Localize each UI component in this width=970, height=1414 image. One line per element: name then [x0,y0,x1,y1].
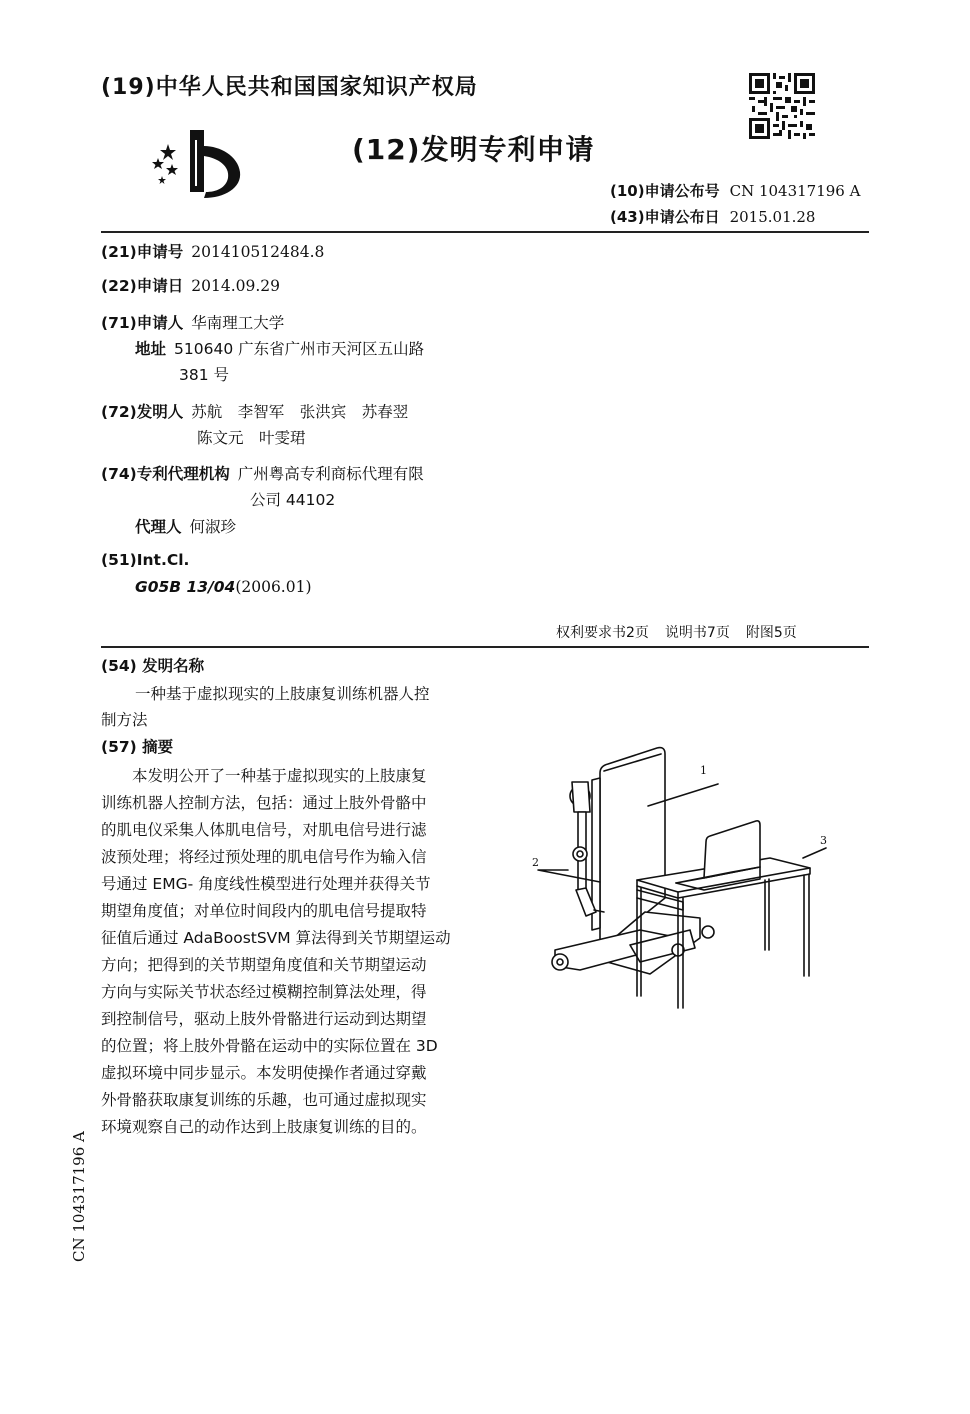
abstract-line: 虚拟环境中同步显示。本发明使操作者通过穿戴 [101,1064,427,1082]
abstract-heading [101,735,173,757]
field-code: (51) [101,551,137,569]
application-number-row [101,240,324,262]
field-code: (22) [101,277,137,295]
abstract-line: 征值后通过 AdaBoostSVM 算法得到关节期望运动 [101,929,451,947]
abstract-line: 方向与实际关节状态经过模糊控制算法处理，得 [101,983,427,1001]
inventors-row [101,400,408,422]
ipc-version: (2006.01) [235,578,312,596]
field-label: 发明人 [136,403,184,421]
figure-label-1: 1 [700,764,707,777]
field-label: 申请人 [136,314,184,332]
abstract-line: 期望角度值；对单位时间段内的肌电信号提取特 [101,902,427,920]
invention-title-line2: 制方法 [101,711,148,729]
applicant-row [101,311,284,333]
description-pages: 说明书7页 [664,625,730,641]
publication-number-row [610,180,860,201]
application-number: 201410512484.8 [191,243,325,261]
field-code: (57) [101,738,137,756]
abstract-line: 外骨骼获取康复训练的乐趣，也可通过虚拟现实 [101,1091,427,1109]
claims-pages: 权利要求书2页 [556,625,649,641]
title-heading [101,654,204,676]
drawing-pages: 附图5页 [745,625,797,641]
field-label: 代理人 [135,518,182,536]
field-code: (72) [101,403,137,421]
application-date: 2014.09.29 [191,277,281,295]
figure-label-2: 2 [532,856,539,869]
address-line1: 510640 广东省广州市天河区五山路 [174,340,425,358]
address-row [135,337,424,359]
publication-number: CN 104317196 A [729,182,861,200]
section-rule [101,646,869,648]
figure-label-3: 3 [820,834,827,847]
abstract-line: 号通过 EMG- 角度线性模型进行处理并获得关节 [101,875,431,893]
ipc-class: G05B 13/04 [135,578,236,596]
qr-code [749,73,815,139]
cnipa-logo [146,126,246,200]
field-code: (74) [101,465,137,483]
agency-row [101,462,424,484]
agency-line1: 广州粤高专利商标代理有限 [237,465,424,483]
field-code: (71) [101,314,137,332]
applicant-name: 华南理工大学 [191,314,285,332]
abstract-line: 波预处理；将经过预处理的肌电信号作为输入信 [101,848,427,866]
field-label: 地址 [135,340,167,358]
ipc-class-row [135,578,312,596]
abstract-line: 的位置；将上肢外骨骼在运动中的实际位置在 3D [101,1037,438,1055]
abstract-line: 训练机器人控制方法，包括：通过上肢外骨骼中 [101,794,427,812]
publication-date-label: (43)申请公布日 [610,208,720,226]
field-label: 专利代理机构 [136,465,230,483]
field-code: (21) [101,243,137,261]
publication-date: 2015.01.28 [729,208,816,226]
side-publication-number: CN 104317196 A [70,1131,88,1262]
abstract-line: 方向；把得到的关节期望角度值和关节期望运动 [101,956,427,974]
abstract-line: 的肌电仪采集人体肌电信号，对肌电信号进行滤 [101,821,427,839]
ipc-row [101,551,189,569]
application-date-row [101,274,280,296]
field-label: 摘要 [142,738,174,756]
inventors-line2: 陈文元 叶雯珺 [197,429,306,447]
field-label: Int.Cl. [136,551,190,569]
abstract-line: 环境观察自己的动作达到上肢康复训练的目的。 [101,1118,427,1136]
agent-row [135,515,236,537]
address-line2: 381 号 [179,366,230,384]
office-title: (19)中华人民共和国国家知识产权局 [101,75,478,100]
agency-line2: 公司 44102 [250,491,336,509]
publication-number-label: (10)申请公布号 [610,182,720,200]
page-counts [556,622,813,642]
field-label: 发明名称 [142,657,205,675]
field-label: 申请号 [136,243,184,261]
abstract-figure [520,740,840,1010]
inventors-line1: 苏航 李智军 张洪宾 苏春翌 [191,403,409,421]
field-label: 申请日 [136,277,184,295]
abstract-line: 本发明公开了一种基于虚拟现实的上肢康复 [101,767,427,785]
header-rule [101,231,869,233]
field-code: (54) [101,657,137,675]
document-type: (12)发明专利申请 [352,133,595,166]
publication-date-row [610,206,815,227]
invention-title-line1: 一种基于虚拟现实的上肢康复训练机器人控 [135,685,430,703]
abstract-line: 到控制信号，驱动上肢外骨骼进行运动到达期望 [101,1010,427,1028]
agent-name: 何淑珍 [189,518,237,536]
